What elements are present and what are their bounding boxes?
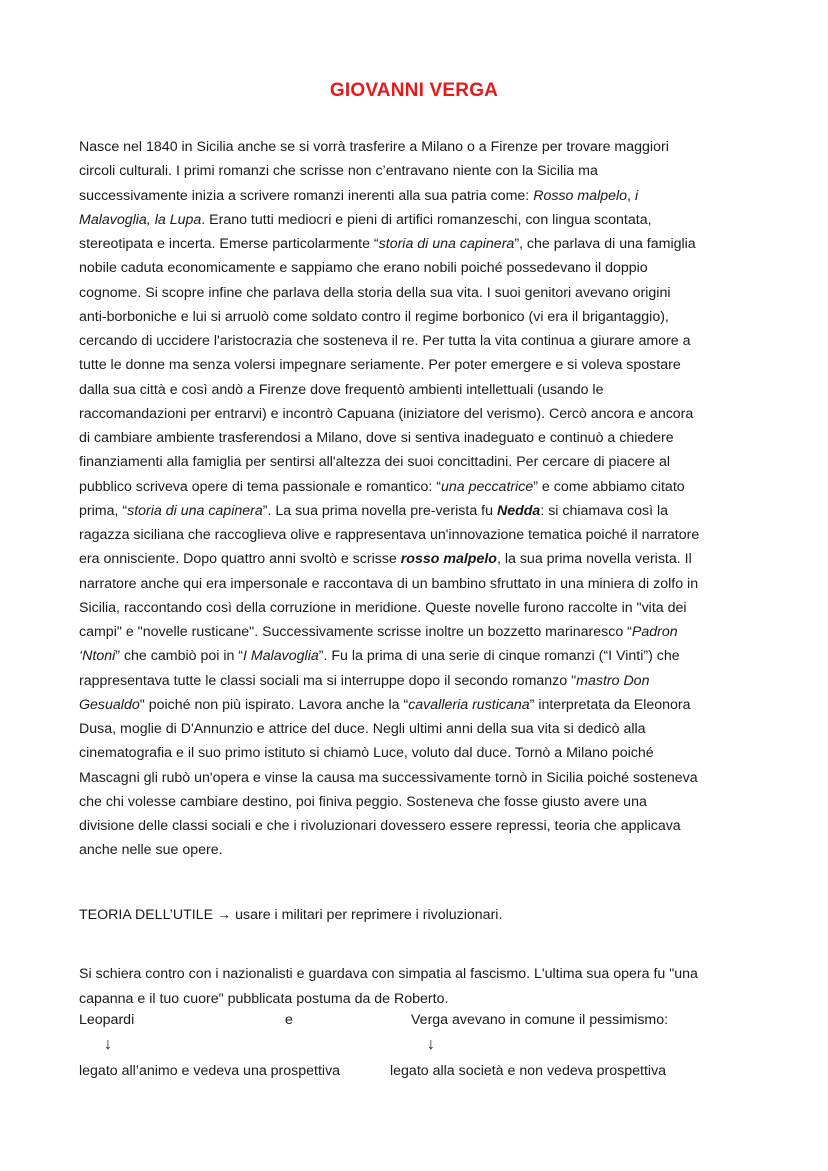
paragraph-line — [79, 353, 759, 377]
down-arrow-icon: ↓ — [104, 1036, 112, 1053]
emphasized-text: i — [634, 187, 639, 204]
text-run: raccomandazioni per entrarvi) e incontrò Capuana (iniziatore del verismo). Cercò ancora e ancora — [79, 405, 694, 422]
text-run: Nasce nel 1840 in Sicilia anche se si vorrà trasferire a Milano o a Firenze per trovare maggiori — [79, 139, 669, 155]
text-run: cinematografia e il suo primo istituto si chiamò Luce, voluto dal duce. Tornò a Milano poiché — [79, 745, 654, 762]
emphasized-text: storia di una capinera — [127, 502, 263, 519]
document-title: GIOVANNI VERGA — [329, 80, 499, 101]
paragraph-line — [79, 838, 759, 862]
emphasized-text: I Malavoglia — [243, 648, 319, 665]
text-run: cognome. Si scopre infine che parlava della storia della sua vita. I suoi genitori avevano origini — [79, 284, 671, 301]
text-run: che chi volesse cambiare destino, poi finiva peggio. Sosteneva che fosse giusto avere una — [79, 793, 647, 810]
comparison-left-name: Leopardi — [79, 1012, 135, 1028]
comparison-conjunction: e — [285, 1012, 293, 1028]
text-run: pubblico scriveva opere di tema passionale e romantico: “ — [79, 478, 441, 495]
text-run: , — [627, 187, 635, 204]
paragraph-line — [79, 596, 759, 620]
text-run: . Erano tutti mediocri e pieni di artifici romanzeschi, con lingua scontata, — [201, 211, 652, 228]
text-run: di cambiare ambiente trasferendosi a Milano, dove si sentiva inadeguato e continuò a chiedere — [79, 430, 674, 446]
paragraph-line — [79, 499, 759, 523]
text-run: era onnisciente. Dopo quattro anni svoltò e scrisse — [79, 551, 401, 568]
text-run: finanziamenti alla famiglia per sentirsi all'altezza dei suoi concittadini. Per cercare di piacere al — [79, 454, 670, 471]
paragraph-line — [79, 232, 759, 256]
text-run: rappresentava tutte le classi sociali ma si interruppe dopo il secondo romanzo " — [79, 672, 577, 689]
closing-paragraph — [79, 962, 698, 1012]
paragraph-line — [79, 644, 759, 668]
text-run: ragazza siciliana che raccoglieva olive e rappresentava un'innovazione tematica poiché il narratore — [79, 527, 700, 543]
emphasized-text: Rosso malpelo — [533, 187, 628, 204]
text-run: narratore anche qui era impersonale e raccontava di un bambino sfruttato in una miniera di zolfo in — [79, 575, 699, 592]
text-run: dalla sua città e così andò a Firenze dove frequentò ambienti intellettuali (usando le — [79, 381, 604, 398]
text-run: prima, “ — [79, 502, 128, 519]
text-run: Dusa, moglie di D'Annunzio e attrice del duce. Negli ultimi anni della sua vita si dedicò alla — [79, 721, 646, 737]
emphasized-text: Padron — [631, 624, 678, 640]
paragraph-line — [79, 281, 759, 305]
text-run: : si chiamava così la — [540, 502, 669, 519]
emphasized-text: una peccatrice — [440, 478, 534, 495]
paragraph-line — [79, 305, 759, 329]
paragraph-line — [79, 523, 759, 547]
paragraph-line — [79, 256, 759, 280]
text-run: anti-borboniche e lui si arruolò come soldato contro il regime borbonico (vi era il brigantaggio), — [79, 308, 669, 325]
text-run: ”, che parlava di una famiglia — [514, 236, 696, 252]
emphasized-text: Gesualdo — [79, 696, 140, 713]
text-run: Mascagni gli rubò un'opera e vinse la causa ma successivamente tornò in Sicilia poiché sosteneva — [79, 769, 698, 786]
paragraph-line — [79, 135, 759, 159]
paragraph-line — [79, 547, 759, 571]
paragraph-line — [79, 620, 759, 644]
paragraph-line — [79, 741, 759, 765]
text-run: divisione delle classi sociali e che i rivoluzionari dovessero essere repressi, teoria che applicava — [79, 818, 681, 834]
emphasized-text: storia di una capinera — [378, 236, 515, 252]
paragraph-line — [79, 208, 759, 232]
paragraph-line — [79, 159, 759, 183]
text-run: anche nelle sue opere. — [79, 842, 223, 859]
emphasized-text: mastro Don — [576, 672, 650, 689]
text-run: circoli culturali. I primi romanzi che scrisse non c’entravano niente con la Sicilia ma — [79, 163, 598, 180]
comparison-right-description: legato alla società e non vedeva prospettiva — [390, 1063, 667, 1079]
teoria-dell-utile-line: TEORIA DELL’UTILE → usare i militari per reprimere i rivoluzionari. — [79, 907, 503, 923]
text-run: ” che cambiò poi in “ — [115, 648, 244, 665]
text-run: successivamente inizia a scrivere romanzi inerenti alla sua patria come: — [79, 187, 534, 204]
paragraph-line — [79, 790, 759, 814]
comparison-left-description: legato all’animo e vedeva una prospettiva — [79, 1063, 341, 1079]
emphasized-text: Malavoglia, la Lupa — [79, 211, 202, 228]
paragraph-line — [79, 184, 759, 208]
closing-line: capanna e il tuo cuore" pubblicata postuma da de Roberto. — [79, 991, 449, 1007]
text-run: ” interpretata da Eleonora — [529, 696, 691, 713]
biography-paragraph — [79, 135, 759, 863]
text-run: ”. Fu la prima di una serie di cinque romanzi (“I Vinti”) che — [318, 648, 680, 665]
paragraph-line — [79, 814, 759, 838]
text-run: Sicilia, raccontando così della corruzione in meridione. Queste novelle furono raccolte in "vita dei — [79, 599, 687, 616]
text-run: campi" e "novelle rusticane". Successivamente scrisse inoltre un bozzetto marinaresco “ — [79, 624, 632, 640]
paragraph-line — [79, 378, 759, 402]
paragraph-line — [79, 426, 759, 450]
text-run: ” e come abbiamo citato — [533, 478, 685, 495]
down-arrow-icon: ↓ — [427, 1036, 435, 1053]
text-run: stereotipata e incerta. Emerse particolarmente “ — [79, 236, 379, 252]
text-run: tutte le donne ma senza volersi impegnare seriamente. Per poter emergere e si voleva spostare — [79, 357, 681, 374]
emphasized-text: Nedda — [496, 502, 541, 519]
paragraph-line — [79, 766, 759, 790]
text-run: " poiché non più ispirato. Lavora anche la “ — [139, 696, 409, 713]
comparison-right-name: Verga avevano in comune il pessimismo: — [411, 1012, 669, 1028]
paragraph-line — [79, 475, 759, 499]
paragraph-line — [79, 572, 759, 596]
closing-line: Si schiera contro con i nazionalisti e guardava con simpatia al fascismo. L'ultima sua opera fu "una — [79, 966, 698, 982]
text-run: ”. La sua prima novella pre-verista fu — [262, 502, 497, 519]
paragraph-line — [79, 402, 759, 426]
emphasized-text: rosso malpelo — [400, 551, 497, 568]
paragraph-line — [79, 717, 759, 741]
paragraph-line — [79, 693, 759, 717]
emphasized-text: ‘Ntoni — [79, 648, 116, 665]
text-run: nobile caduta economicamente e sappiamo che erano nobili poiché possedevano il doppio — [79, 260, 648, 277]
text-run: , la sua prima novella verista. Il — [496, 551, 692, 568]
text-run: cercando di uccidere l'aristocrazia che sosteneva il re. Per tutta la vita continua a giurare amore a — [79, 333, 691, 349]
paragraph-line — [79, 450, 759, 474]
paragraph-line — [79, 329, 759, 353]
paragraph-line — [79, 669, 759, 693]
emphasized-text: cavalleria rusticana — [408, 696, 530, 713]
